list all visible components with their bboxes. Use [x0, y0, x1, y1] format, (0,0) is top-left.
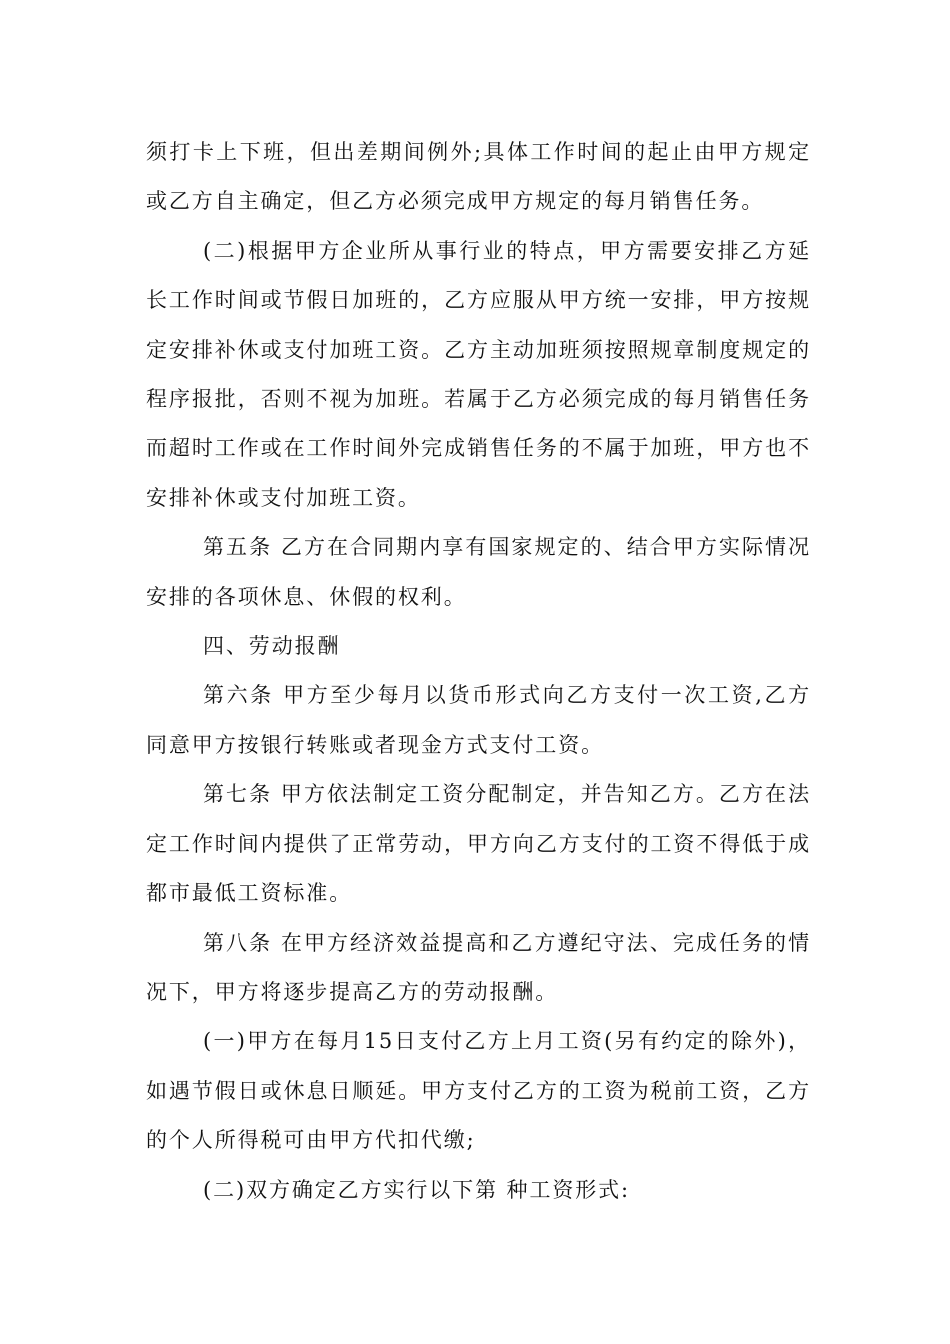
paragraph-article-7: 第七条 甲方依法制定工资分配制定，并告知乙方。乙方在法定工作时间内提供了正常劳动，甲方向乙方支付的工资不得低于成都市最低工资标准。 — [146, 782, 811, 906]
paragraph-article-6: 第六条 甲方至少每月以货币形式向乙方支付一次工资,乙方同意甲方按银行转账或者现金方式支付工资。 — [146, 683, 811, 757]
paragraph-item-1: (一)甲方在每月15日支付乙方上月工资(另有约定的除外)，如遇节假日或休息日顺延。甲方支付乙方的工资为税前工资，乙方的个人所得税可由甲方代扣代缴; — [146, 1029, 811, 1153]
paragraph-work-hours-continued: 须打卡上下班，但出差期间例外;具体工作时间的起止由甲方规定或乙方自主确定，但乙方必须完成甲方规定的每月销售任务。 — [146, 140, 811, 214]
paragraph-overtime: (二)根据甲方企业所从事行业的特点，甲方需要安排乙方延长工作时间或节假日加班的，乙方应服从甲方统一安排，甲方按规定安排补休或支付加班工资。乙方主动加班须按照规章制度规定的程序报批，否则不视为加班。若属于乙方必须完成的每月销售任务而超时工作或在工作时间外完成销售任务的不属于加班，甲方也不安排补休或支付加班工资。 — [146, 238, 811, 510]
paragraph-item-2: (二)双方确定乙方实行以下第 种工资形式: — [203, 1177, 631, 1202]
paragraph-article-5: 第五条 乙方在合同期内享有国家规定的、结合甲方实际情况安排的各项休息、休假的权利。 — [146, 535, 811, 609]
paragraph-article-8: 第八条 在甲方经济效益提高和乙方遵纪守法、完成任务的情况下，甲方将逐步提高乙方的劳动报酬。 — [146, 930, 811, 1004]
section-heading-remuneration: 四、劳动报酬 — [203, 634, 341, 659]
document-body — [146, 128, 811, 1215]
